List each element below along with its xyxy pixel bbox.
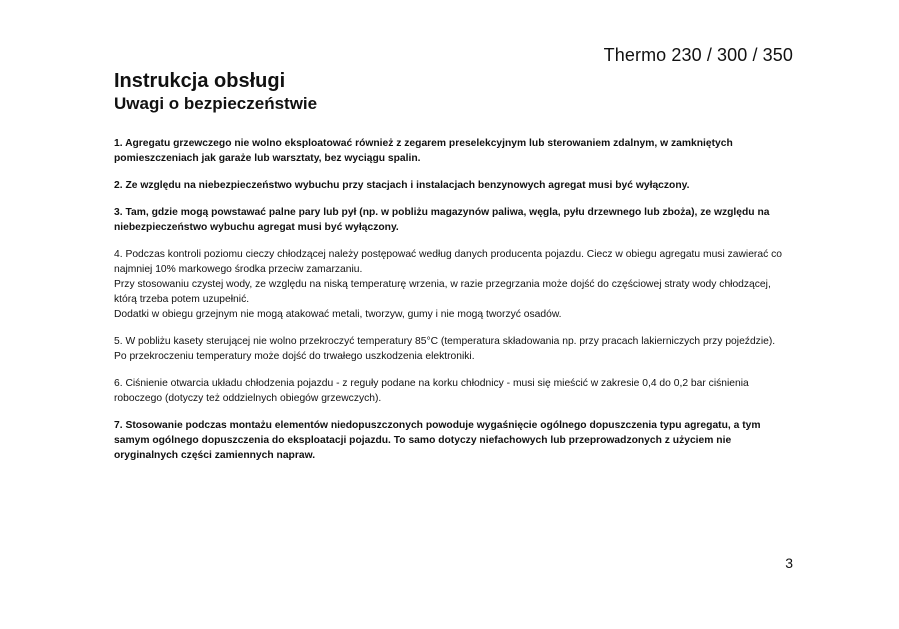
- safety-note-text: 5. W pobliżu kasety sterującej nie wolno przekroczyć temperatury 85°C (temperatura składowania np. przy pracach lakierniczych przy pojeździe).: [114, 336, 776, 347]
- safety-note-text: Przy stosowaniu czystej wody, ze względu na niską temperaturę wrzenia, w razie przegrzania może dojść do częściowej straty wody chłodzącej, którą trzeba potem uzupełnić.: [114, 279, 771, 305]
- section-title: Uwagi o bezpieczeństwie: [114, 94, 318, 113]
- safety-notes: [114, 136, 794, 475]
- safety-note-text: Dodatki w obiegu grzejnym nie mogą atakować metali, tworzyw, gumy i nie mogą tworzyć osadów.: [114, 309, 562, 320]
- safety-note-text: 4. Podczas kontroli poziomu cieczy chłodzącej należy postępować według danych producenta pojazdu. Ciecz w obiegu agregatu musi zawierać co najmniej 10% markowego środka przeciw zamarzaniu.: [114, 249, 782, 275]
- safety-note-5: [114, 334, 794, 364]
- safety-note-2: [114, 178, 794, 193]
- product-title: Thermo 230 / 300 / 350: [603, 45, 793, 65]
- safety-note-text: 6. Ciśnienie otwarcia układu chłodzenia pojazdu - z reguły podane na korku chłodnicy - musi się mieścić w zakresie 0,4 do 0,2 bar ciśnienia roboczego (dotyczy też oddzielnych obiegów grzewczych).: [114, 378, 749, 404]
- safety-note-text: 1. Agregatu grzewczego nie wolno eksploatować również z zegarem preselekcyjnym lub sterowaniem zdalnym, w zamkniętych pomieszczeniach jak garaże lub warsztaty, bez wyciągu spalin.: [114, 138, 733, 164]
- safety-note-text: 7. Stosowanie podczas montażu elementów niedopuszczonych powoduje wygaśnięcie ogólnego dopuszczenia typu agregatu, a tym samym ogólnego dopuszczenia do eksploatacji pojazdu. To samo dotyczy niefachowych lub przeprowadzonych z użyciem nie oryginalnych części zamiennych napraw.: [114, 420, 761, 461]
- safety-note-3: [114, 205, 794, 235]
- safety-note-text: 2. Ze względu na niebezpieczeństwo wybuchu przy stacjach i instalacjach benzynowych agregat musi być wyłączony.: [114, 180, 690, 191]
- safety-note-4: [114, 247, 794, 322]
- safety-note-7: [114, 418, 794, 463]
- safety-note-text: 3. Tam, gdzie mogą powstawać palne pary lub pył (np. w pobliżu magazynów paliwa, węgla, pyłu drzewnego lub zboża), ze względu na niebezpieczeństwo wybuchu agregat musi być wyłączony.: [114, 207, 770, 233]
- page-number: 3: [785, 555, 793, 571]
- safety-note-6: [114, 376, 794, 406]
- document-title: Instrukcja obsługi: [114, 70, 286, 92]
- safety-note-text: Po przekroczeniu temperatury może dojść do trwałego uszkodzenia elektroniki.: [114, 351, 475, 362]
- safety-note-1: [114, 136, 794, 166]
